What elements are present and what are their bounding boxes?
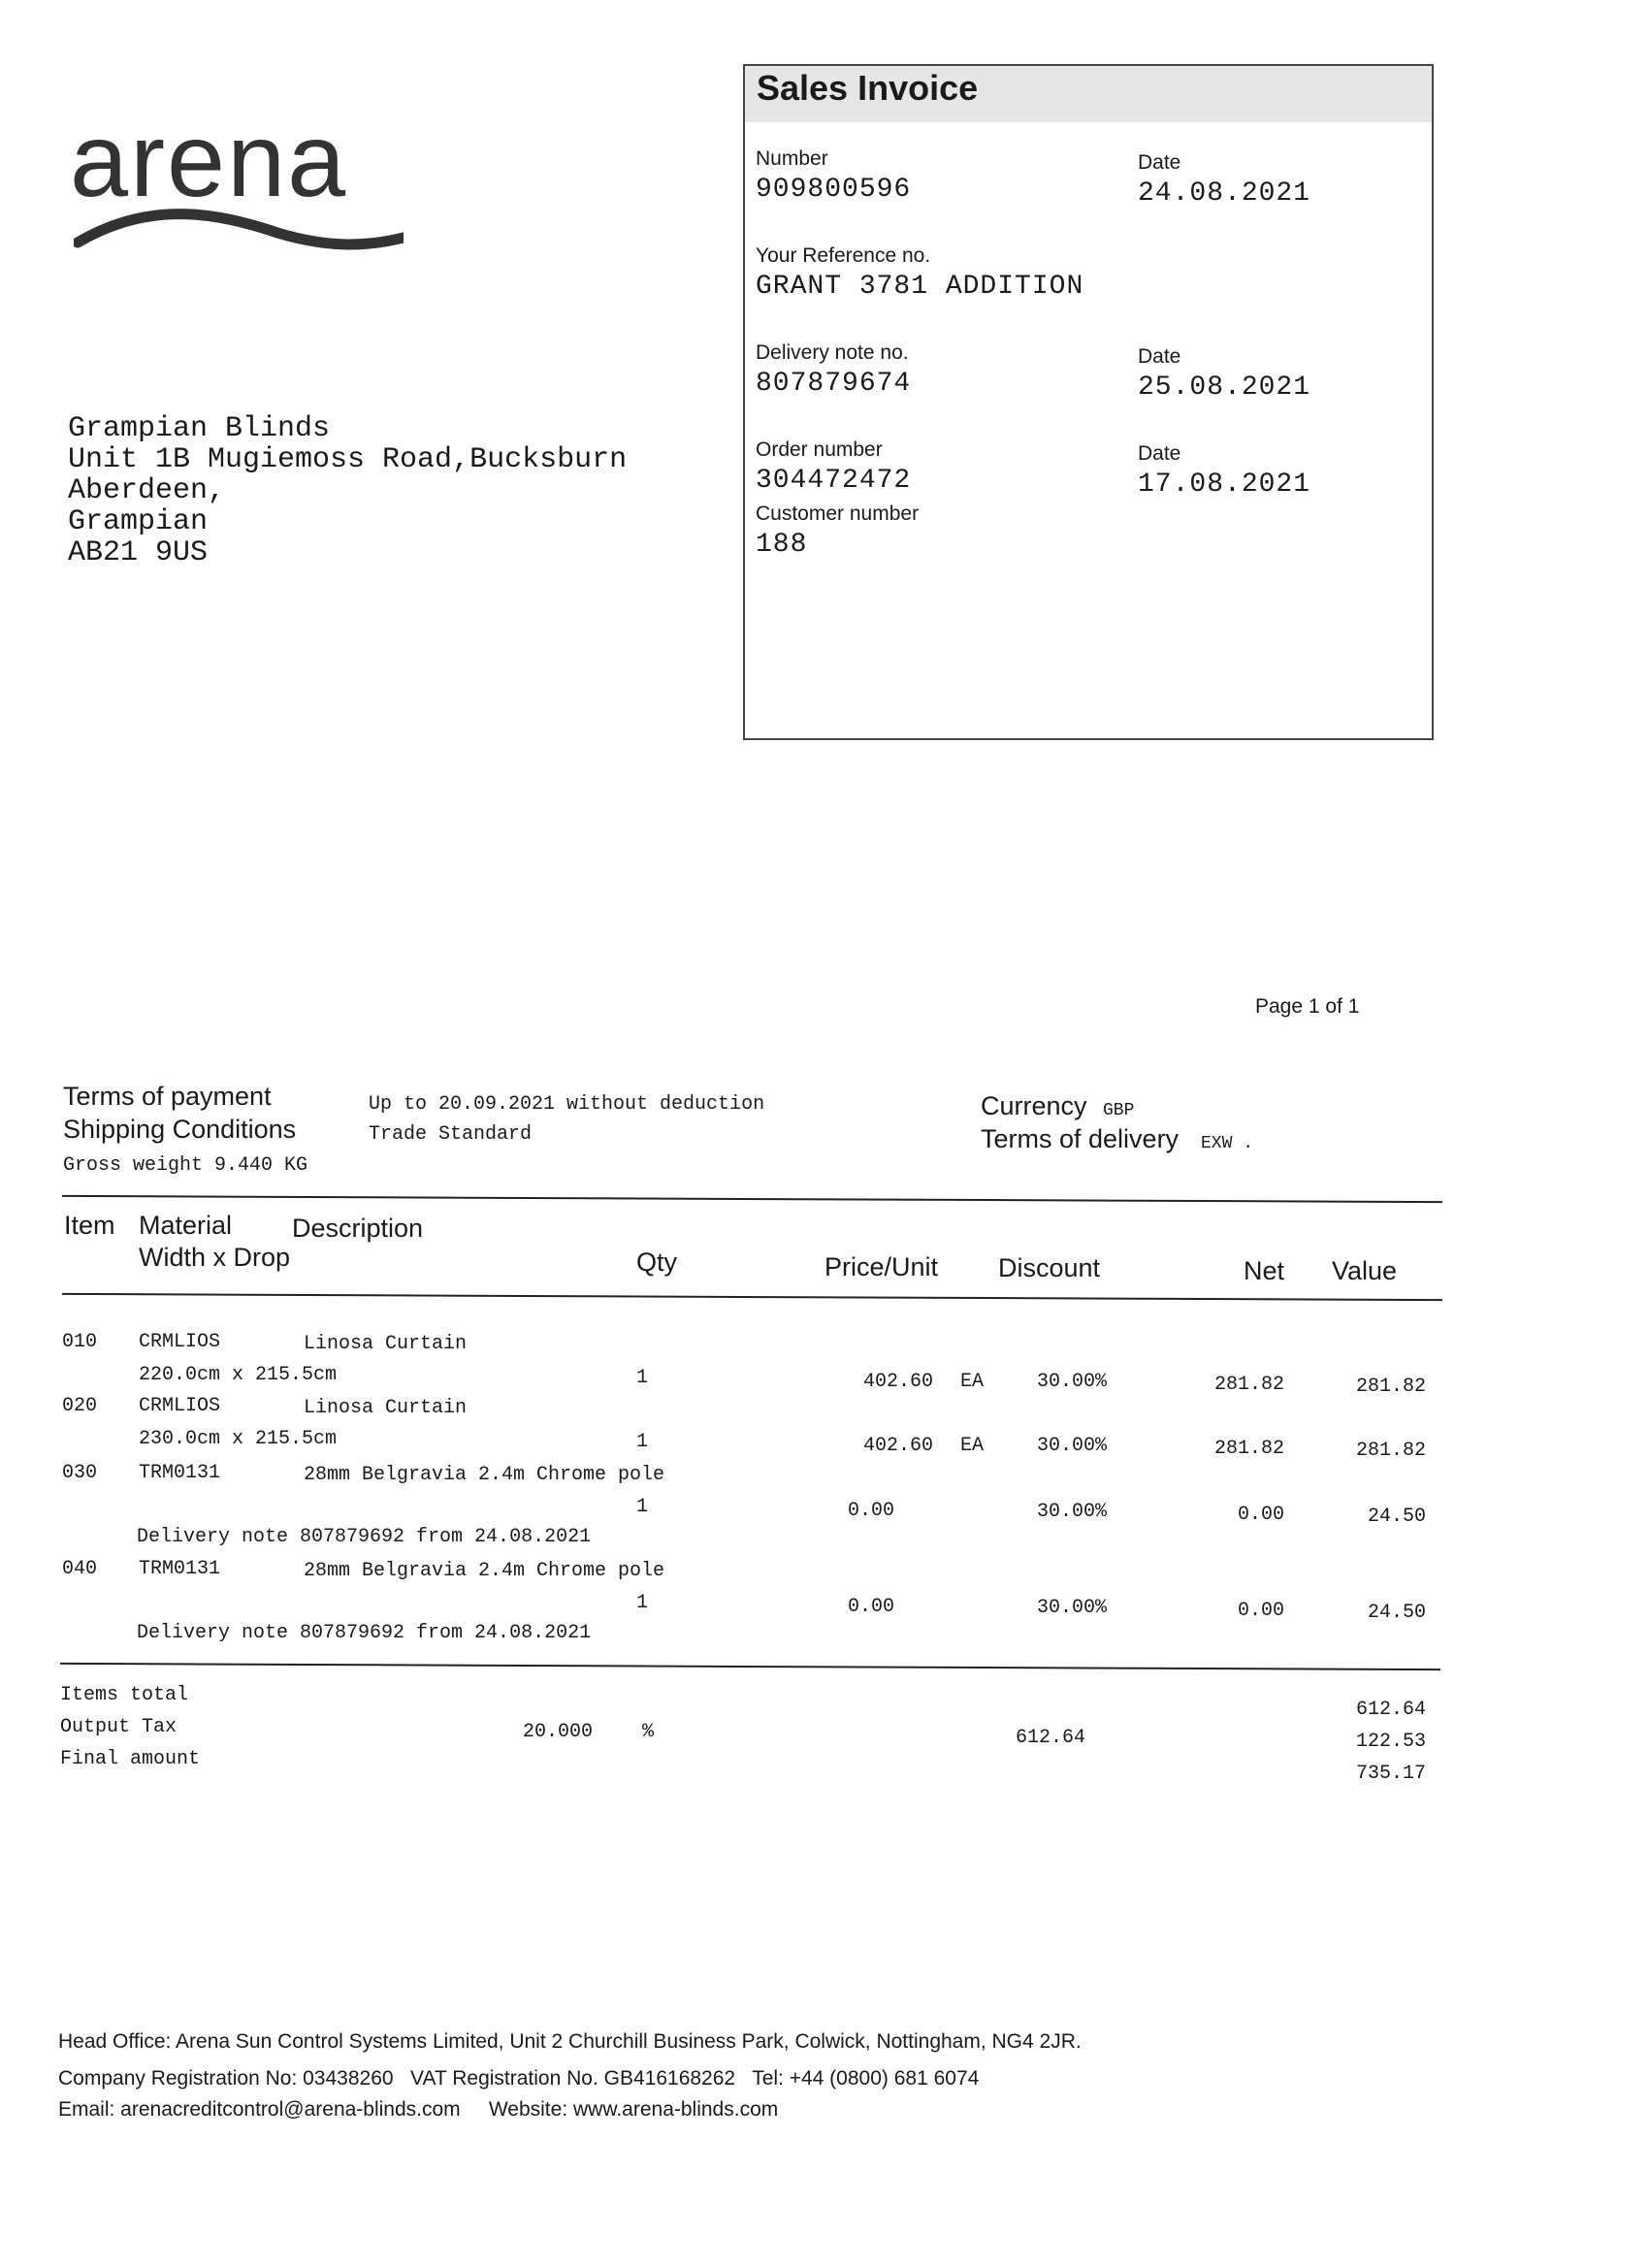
tax-label: Output Tax bbox=[60, 1716, 178, 1738]
items-total-label: Items total bbox=[60, 1684, 189, 1706]
divider bbox=[62, 1293, 1442, 1301]
material: TRM0131 bbox=[139, 1558, 221, 1580]
payment-terms: Up to 20.09.2021 without deduction bbox=[369, 1093, 765, 1116]
logo-wave-icon bbox=[74, 204, 404, 262]
order-date: 17.08.2021 bbox=[1138, 470, 1311, 500]
item-number: 030 bbox=[62, 1462, 98, 1484]
address-line: AB21 9US bbox=[68, 536, 209, 569]
invoice-number: 909800596 bbox=[756, 175, 912, 205]
invoice-info-box bbox=[743, 64, 1434, 740]
divider bbox=[62, 1195, 1442, 1203]
item-number: 010 bbox=[62, 1331, 98, 1353]
tax-amount: 122.53 bbox=[1355, 1731, 1426, 1753]
delivery-terms-label: Terms of delivery bbox=[981, 1124, 1180, 1153]
order-number: 304472472 bbox=[756, 466, 912, 496]
size: 220.0cm x 215.5cm bbox=[139, 1364, 338, 1386]
value: 24.50 bbox=[1367, 1602, 1426, 1624]
unit: EA bbox=[960, 1435, 985, 1457]
header-qty: Qty bbox=[636, 1247, 678, 1277]
header-net: Net bbox=[1244, 1256, 1285, 1285]
tax-base: 612.64 bbox=[1016, 1727, 1086, 1749]
order-label: Order number bbox=[756, 438, 883, 461]
discount: 30.00% bbox=[1036, 1501, 1107, 1523]
reference-label: Your Reference no. bbox=[756, 244, 931, 267]
description: Linosa Curtain bbox=[304, 1397, 468, 1419]
header-item: Item bbox=[64, 1211, 115, 1240]
gross-weight: Gross weight 9.440 KG bbox=[63, 1154, 308, 1177]
delivery-note-label: Delivery note no. bbox=[756, 341, 909, 364]
header-width-drop: Width x Drop bbox=[139, 1243, 291, 1272]
header-value: Value bbox=[1332, 1256, 1398, 1285]
customer-number: 188 bbox=[756, 530, 808, 560]
item-number: 020 bbox=[62, 1395, 98, 1417]
shipping-value: Trade Standard bbox=[369, 1123, 533, 1146]
material: TRM0131 bbox=[139, 1462, 221, 1484]
net: 281.82 bbox=[1213, 1374, 1284, 1396]
discount: 30.00% bbox=[1036, 1435, 1107, 1457]
invoice-title: Sales Invoice bbox=[757, 68, 979, 108]
payment-terms-label: Terms of payment bbox=[63, 1082, 272, 1111]
items-total: 612.64 bbox=[1355, 1699, 1426, 1721]
address-line: Grampian Blinds bbox=[68, 412, 331, 445]
header-discount: Discount bbox=[998, 1253, 1101, 1282]
header-material: Material bbox=[139, 1211, 233, 1240]
address-line: Unit 1B Mugiemoss Road,Bucksburn bbox=[68, 443, 628, 476]
price: 0.00 bbox=[847, 1596, 894, 1618]
tax-percent-sign: % bbox=[642, 1721, 655, 1743]
logo-text: arena bbox=[70, 101, 348, 218]
currency-value: GBP bbox=[1103, 1101, 1135, 1120]
price: 402.60 bbox=[862, 1435, 933, 1457]
net: 0.00 bbox=[1237, 1600, 1284, 1622]
value: 24.50 bbox=[1367, 1506, 1426, 1528]
description: 28mm Belgravia 2.4m Chrome pole bbox=[304, 1560, 665, 1582]
description: Linosa Curtain bbox=[304, 1333, 468, 1355]
description: 28mm Belgravia 2.4m Chrome pole bbox=[304, 1464, 665, 1486]
value: 281.82 bbox=[1355, 1440, 1426, 1462]
net: 281.82 bbox=[1213, 1438, 1284, 1460]
delivery-date: 25.08.2021 bbox=[1138, 373, 1311, 403]
date-label: Date bbox=[1138, 151, 1181, 174]
divider bbox=[60, 1663, 1440, 1670]
discount: 30.00% bbox=[1036, 1597, 1107, 1619]
qty: 1 bbox=[636, 1592, 649, 1614]
final-amount-label: Final amount bbox=[60, 1748, 201, 1770]
net: 0.00 bbox=[1237, 1504, 1284, 1526]
price: 402.60 bbox=[862, 1371, 933, 1393]
tax-rate: 20.000 bbox=[523, 1721, 594, 1743]
qty: 1 bbox=[636, 1431, 649, 1453]
unit: EA bbox=[960, 1371, 985, 1393]
qty: 1 bbox=[636, 1367, 649, 1389]
delivery-terms: EXW . bbox=[1201, 1134, 1254, 1153]
delivery-note: Delivery note 807879692 from 24.08.2021 bbox=[137, 1622, 592, 1644]
delivery-note-number: 807879674 bbox=[756, 369, 912, 399]
page-number: Page 1 of 1 bbox=[1255, 995, 1360, 1018]
price: 0.00 bbox=[847, 1500, 894, 1522]
order-date-label: Date bbox=[1138, 442, 1181, 465]
invoice-date: 24.08.2021 bbox=[1138, 178, 1311, 209]
material: CRMLIOS bbox=[139, 1395, 221, 1417]
qty: 1 bbox=[636, 1496, 649, 1518]
address-line: Grampian bbox=[68, 505, 209, 538]
header-description: Description bbox=[292, 1214, 424, 1243]
address-line: Aberdeen, bbox=[68, 474, 226, 507]
footer-head-office: Head Office: Arena Sun Control Systems Limited, Unit 2 Churchill Business Park, Colwick, Nottingham, NG4 2JR. bbox=[58, 2030, 1082, 2053]
material: CRMLIOS bbox=[139, 1331, 221, 1353]
currency-label: Currency bbox=[981, 1091, 1087, 1120]
delivery-note: Delivery note 807879692 from 24.08.2021 bbox=[137, 1526, 592, 1548]
footer-registration: Company Registration No: 03438260 VAT Registration No. GB416168262 Tel: +44 (0800) 681 6074 bbox=[58, 2067, 980, 2090]
delivery-date-label: Date bbox=[1138, 345, 1181, 368]
final-amount: 735.17 bbox=[1355, 1763, 1426, 1785]
header-price: Price/Unit bbox=[824, 1252, 939, 1281]
value: 281.82 bbox=[1355, 1376, 1426, 1398]
arena-logo bbox=[70, 101, 409, 262]
number-label: Number bbox=[756, 147, 828, 170]
customer-address bbox=[68, 413, 627, 568]
footer-contact: Email: arenacreditcontrol@arena-blinds.com Website: www.arena-blinds.com bbox=[58, 2098, 779, 2121]
customer-label: Customer number bbox=[756, 502, 920, 525]
reference-value: GRANT 3781 ADDITION bbox=[756, 272, 1084, 302]
shipping-label: Shipping Conditions bbox=[63, 1115, 297, 1144]
size: 230.0cm x 215.5cm bbox=[139, 1428, 338, 1450]
item-number: 040 bbox=[62, 1558, 98, 1580]
discount: 30.00% bbox=[1036, 1371, 1107, 1393]
